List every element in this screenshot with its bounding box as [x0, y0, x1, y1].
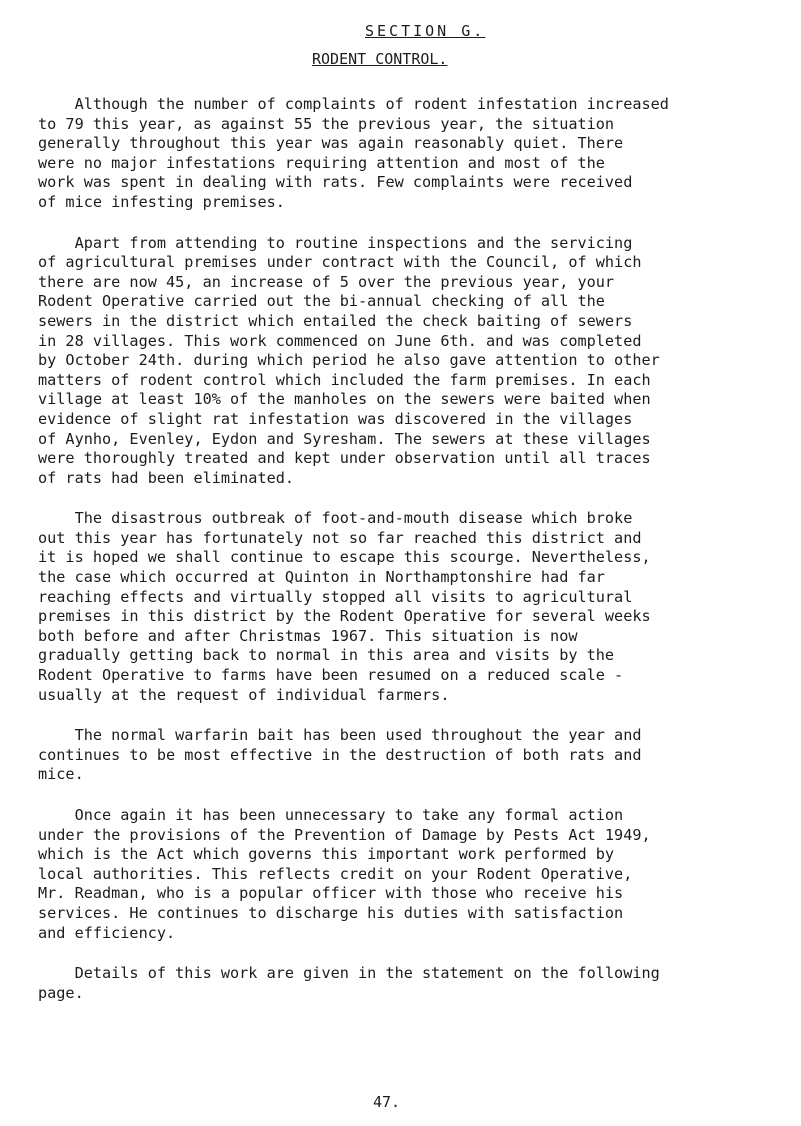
paragraph-line: Apart from attending to routine inspections and the servicing [38, 233, 633, 252]
paragraph-line: under the provisions of the Prevention of Damage by Pests Act 1949, [38, 825, 651, 844]
paragraph-line: of Aynho, Evenley, Eydon and Syresham. The sewers at these villages [38, 429, 651, 448]
paragraph [38, 726, 788, 785]
paragraph-line: matters of rodent control which included the farm premises. In each [38, 370, 651, 389]
paragraph-line: generally throughout this year was again reasonably quiet. There [38, 134, 624, 153]
paragraph-line: the case which occurred at Quinton in Northamptonshire had far [38, 568, 605, 587]
section-heading: SECTION G. [365, 22, 486, 40]
paragraph-line: continues to be most effective in the destruction of both rats and [38, 745, 642, 764]
paragraph-line: village at least 10% of the manholes on the sewers were baited when [38, 390, 651, 409]
paragraph-line: by October 24th. during which period he also gave attention to other [38, 351, 660, 370]
paragraph-line: of mice infesting premises. [38, 192, 285, 211]
paragraph-line: work was spent in dealing with rats. Few complaints were received [38, 173, 633, 192]
paragraph-line: Rodent Operative carried out the bi-annual checking of all the [38, 292, 605, 311]
body-text [38, 95, 788, 1024]
paragraph-line: Although the number of complaints of rodent infestation increased [38, 95, 669, 113]
paragraph-line: evidence of slight rat infestation was discovered in the villages [38, 409, 633, 428]
paragraph-line: gradually getting back to normal in this area and visits by the [38, 646, 615, 665]
paragraph-line: of rats had been eliminated. [38, 468, 295, 487]
paragraph-line: were no major infestations requiring attention and most of the [38, 153, 605, 172]
paragraph [38, 806, 788, 943]
paragraph-line: to 79 this year, as against 55 the previous year, the situation [38, 114, 615, 133]
paragraph [38, 234, 788, 489]
paragraph-line: usually at the request of individual farmers. [38, 685, 450, 704]
section-subheading: RODENT CONTROL. [312, 50, 448, 68]
paragraph-line: services. He continues to discharge his duties with satisfaction [38, 903, 624, 922]
paragraph-line: The normal warfarin bait has been used throughout the year and [38, 726, 642, 745]
paragraph-line: The disastrous outbreak of foot-and-mouth disease which broke [38, 509, 633, 528]
paragraph [38, 964, 788, 1003]
paragraph-line: both before and after Christmas 1967. This situation is now [38, 626, 578, 645]
paragraph-line: Rodent Operative to farms have been resumed on a reduced scale - [38, 666, 624, 685]
paragraph-line: Details of this work are given in the statement on the following [38, 964, 660, 983]
paragraph-line: and efficiency. [38, 923, 176, 942]
paragraph-line: Once again it has been unnecessary to take any formal action [38, 806, 624, 824]
paragraph-line: reaching effects and virtually stopped all visits to agricultural [38, 587, 633, 606]
paragraph-line: sewers in the district which entailed the check baiting of sewers [38, 311, 633, 330]
paragraph-line: Mr. Readman, who is a popular officer with those who receive his [38, 884, 624, 903]
paragraph-line: which is the Act which governs this important work performed by [38, 845, 615, 864]
paragraph [38, 509, 788, 705]
paragraph-line: there are now 45, an increase of 5 over the previous year, your [38, 272, 615, 291]
paragraph-line: in 28 villages. This work commenced on June 6th. and was completed [38, 331, 642, 350]
paragraph [38, 95, 788, 213]
paragraph-line: were thoroughly treated and kept under observation until all traces [38, 449, 651, 468]
paragraph-line: of agricultural premises under contract with the Council, of which [38, 253, 642, 272]
paragraph-line: out this year has fortunately not so far reached this district and [38, 528, 642, 547]
paragraph-line: premises in this district by the Rodent Operative for several weeks [38, 607, 651, 626]
page-number: 47. [373, 1093, 401, 1111]
paragraph-line: local authorities. This reflects credit on your Rodent Operative, [38, 864, 633, 883]
paragraph-line: mice. [38, 765, 84, 784]
paragraph-line: page. [38, 983, 84, 1002]
paragraph-line: it is hoped we shall continue to escape this scourge. Nevertheless, [38, 548, 651, 567]
